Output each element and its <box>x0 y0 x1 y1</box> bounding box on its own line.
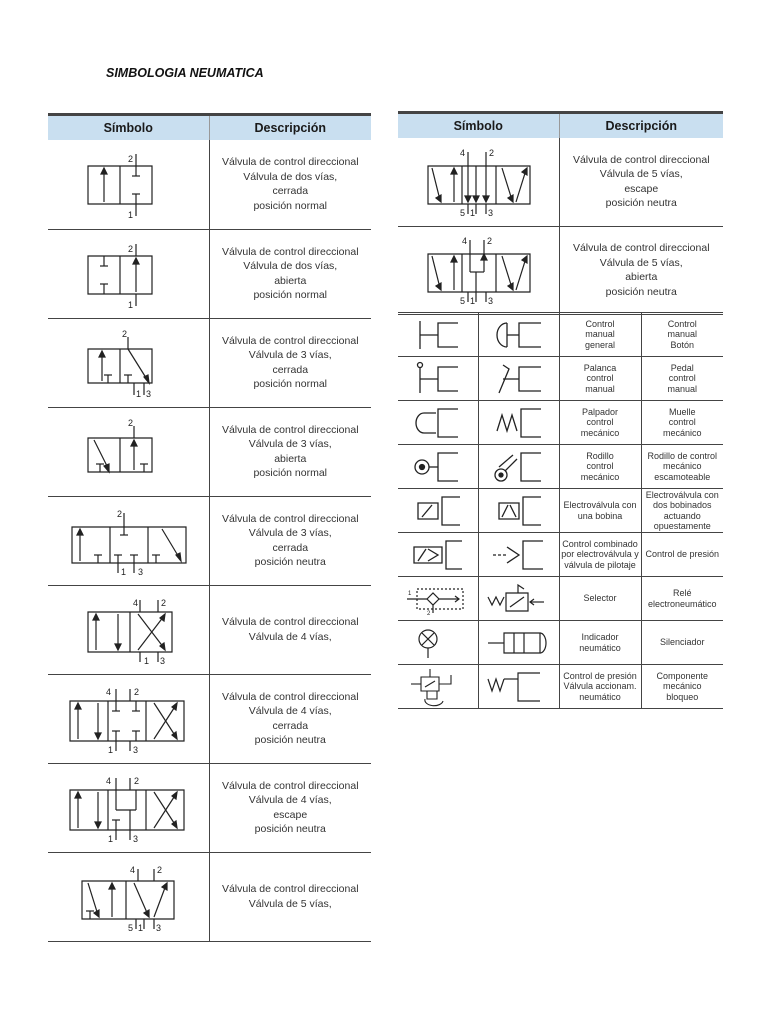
valve-3-2-open-icon <box>68 414 188 490</box>
description-line: posición normal <box>253 378 328 390</box>
symbol-label: Palpador <box>581 406 619 417</box>
svg-text:4: 4 <box>106 775 112 786</box>
description-line: posición normal <box>253 467 328 479</box>
symbol-label: Botón <box>670 339 695 350</box>
description-column-header: Descripción <box>559 113 723 139</box>
description-line: posición neutra <box>254 556 326 568</box>
svg-text:2: 2 <box>128 243 134 254</box>
description-line: Válvula de control direccional <box>221 690 359 703</box>
svg-text:2: 2 <box>128 154 134 165</box>
symbol-column-header: Símbolo <box>48 115 209 141</box>
spring-icon <box>489 405 549 441</box>
valve-5-3-exhaust-icon <box>418 144 538 220</box>
svg-text:5: 5 <box>460 296 466 306</box>
selector-icon <box>403 581 473 617</box>
symbol-label: Indicador <box>581 632 619 642</box>
svg-text:2: 2 <box>426 610 431 617</box>
description-line: Válvula de 3 vías, <box>248 349 332 361</box>
symbol-label: escamoteable <box>654 471 711 482</box>
valve-4-3-closed-icon <box>58 681 198 757</box>
table-row <box>398 226 723 314</box>
table-row <box>398 138 723 226</box>
push-button-icon <box>489 317 549 353</box>
description-line: Válvula de control direccional <box>221 156 359 169</box>
svg-text:3: 3 <box>133 744 139 755</box>
solenoid-pilot-icon <box>408 537 468 573</box>
electropneumatic-relay-icon <box>484 581 554 617</box>
svg-text:2: 2 <box>161 597 167 608</box>
description-line: Válvula de 3 vías, <box>248 527 332 539</box>
symbol-column-header: Símbolo <box>398 113 559 139</box>
pressure-control-icon <box>489 537 549 573</box>
table-row <box>48 229 371 318</box>
svg-text:2: 2 <box>134 775 140 786</box>
description-line: cerrada <box>272 541 309 554</box>
svg-text:4: 4 <box>462 236 468 246</box>
svg-text:5: 5 <box>128 922 134 933</box>
symbol-label: Palanca <box>583 362 617 373</box>
symbol-label: neumático <box>579 642 621 653</box>
symbol-label: Rodillo de control <box>647 450 718 461</box>
symbol-label: dos bobinados <box>652 500 712 510</box>
description-line: Válvula de control direccional <box>221 423 359 436</box>
symbol-label: Válvula accionam. <box>563 681 637 692</box>
description-line: Válvula de 4 vías, <box>248 705 332 717</box>
valve-4-2-icon <box>68 592 188 668</box>
symbol-label: Electroválvula con <box>645 489 719 500</box>
table-row <box>398 313 723 357</box>
description-line: Válvula de control direccional <box>572 153 710 166</box>
svg-text:4: 4 <box>106 686 112 697</box>
table-row <box>48 852 371 941</box>
svg-text:1: 1 <box>121 566 127 577</box>
description-line: Válvula de dos vías, <box>243 170 338 183</box>
symbol-label: general <box>584 339 616 350</box>
svg-text:5: 5 <box>460 207 466 218</box>
symbol-label: por electroválvula y <box>561 549 639 560</box>
symbol-label: mecánico <box>662 461 702 472</box>
valve-3-2-closed-icon <box>68 325 188 401</box>
description-line: posición neutra <box>254 734 326 746</box>
svg-text:1: 1 <box>138 922 144 933</box>
description-line: Válvula de control direccional <box>221 512 359 525</box>
svg-text:1: 1 <box>128 299 134 310</box>
description-line: Válvula de 5 vías, <box>599 256 683 269</box>
svg-text:3: 3 <box>138 566 144 577</box>
valve-2-2-closed-icon <box>68 146 188 222</box>
svg-text:2: 2 <box>128 417 134 428</box>
symbol-label: válvula de pilotaje <box>564 559 636 570</box>
svg-text:1: 1 <box>108 744 114 755</box>
retractable-roller-icon <box>489 449 549 485</box>
symbol-label: Relé <box>672 588 692 598</box>
svg-text:3: 3 <box>488 296 494 306</box>
roller-icon <box>408 449 468 485</box>
actuator-symbol-grid <box>398 312 723 709</box>
description-column-header: Descripción <box>209 115 371 141</box>
symbol-label: Control de presión <box>563 670 637 681</box>
document-title: SIMBOLOGIA NEUMATICA <box>106 66 264 80</box>
symbol-label: manual <box>667 383 698 394</box>
symbol-label: Rodillo <box>586 450 614 461</box>
description-line: Válvula de control direccional <box>572 242 710 254</box>
symbol-label: control <box>668 373 696 384</box>
valve-2-2-open-icon <box>68 236 188 312</box>
symbol-label: control <box>586 417 614 428</box>
svg-text:3: 3 <box>156 922 162 933</box>
svg-text:3: 3 <box>133 833 139 844</box>
table-row <box>48 140 371 229</box>
description-line: Válvula de 4 vías, <box>248 630 332 643</box>
svg-text:1: 1 <box>470 207 476 218</box>
mechanical-lock-icon <box>484 669 554 705</box>
symbol-label: manual <box>585 383 615 394</box>
description-line: Válvula de control direccional <box>221 883 359 895</box>
table-row <box>48 496 371 585</box>
symbol-label: Control <box>667 318 697 329</box>
svg-text:2: 2 <box>487 236 493 246</box>
description-line: cerrada <box>272 185 309 198</box>
lever-icon <box>408 361 468 397</box>
description-line: escape <box>624 182 659 195</box>
symbol-label: una bobina <box>577 510 623 521</box>
silencer-icon <box>484 625 554 661</box>
symbol-label: Electroválvula con <box>563 500 637 510</box>
table-row <box>398 357 723 401</box>
description-line: abierta <box>625 271 658 283</box>
description-line: posición neutra <box>605 285 677 298</box>
description-line: cerrada <box>272 719 309 732</box>
symbol-label: actuando opuestamente <box>653 510 711 531</box>
table-row <box>48 763 371 852</box>
description-line: posición neutra <box>254 823 326 835</box>
table-row <box>48 318 371 407</box>
table-row <box>48 407 371 496</box>
valve-4-3-exhaust-icon <box>58 770 198 846</box>
left-symbol-table <box>48 113 371 942</box>
symbol-label: mecánico <box>662 681 702 692</box>
svg-text:2: 2 <box>117 508 123 519</box>
description-line: posición normal <box>253 289 328 301</box>
table-row <box>398 489 723 533</box>
table-row <box>398 665 723 709</box>
symbol-label: manual <box>667 329 698 340</box>
valve-3-3-neutral-icon <box>58 503 198 579</box>
table-row <box>398 445 723 489</box>
description-line: cerrada <box>272 363 309 376</box>
table-row <box>48 674 371 763</box>
description-line: Válvula de control direccional <box>221 779 359 792</box>
svg-text:4: 4 <box>130 864 136 875</box>
symbol-label: mecánico <box>580 427 620 438</box>
description-line: abierta <box>274 274 307 287</box>
description-line: Válvula de control direccional <box>221 245 359 258</box>
double-solenoid-icon <box>489 493 549 529</box>
svg-text:4: 4 <box>460 147 466 158</box>
symbol-label: bloqueo <box>666 691 699 702</box>
table-row <box>398 621 723 665</box>
symbol-label: Control de presión <box>645 549 720 560</box>
right-symbol-table <box>398 111 723 315</box>
symbol-label: control <box>586 461 614 472</box>
svg-text:3: 3 <box>146 388 152 399</box>
svg-text:1: 1 <box>128 210 134 221</box>
description-line: Válvula de dos vías, <box>243 260 338 272</box>
svg-text:2: 2 <box>134 686 140 697</box>
table-row <box>398 577 723 621</box>
svg-text:1: 1 <box>144 655 150 666</box>
symbol-label: mecánico <box>580 471 620 482</box>
svg-text:1: 1 <box>136 388 142 399</box>
symbol-label: Componente <box>656 670 709 681</box>
symbol-label: neumático <box>579 691 621 702</box>
table-row <box>398 533 723 577</box>
pedal-icon <box>489 361 549 397</box>
svg-text:2: 2 <box>489 147 495 158</box>
svg-text:1: 1 <box>108 833 114 844</box>
description-line: posición normal <box>253 199 328 212</box>
description-line: escape <box>273 808 308 821</box>
svg-text:4: 4 <box>133 597 139 608</box>
table-row <box>48 585 371 674</box>
valve-5-3-open-icon <box>418 232 538 308</box>
symbol-label: mecánico <box>662 427 702 438</box>
description-line: Válvula de 5 vías, <box>599 168 683 181</box>
pneumatic-indicator-icon <box>408 625 468 661</box>
svg-text:3: 3 <box>160 655 166 666</box>
description-line: Válvula de control direccional <box>221 616 359 628</box>
svg-text:3: 3 <box>488 207 494 218</box>
svg-text:1: 1 <box>470 296 476 306</box>
valve-5-2-icon <box>68 859 188 935</box>
symbol-label: control <box>668 417 696 428</box>
solenoid-icon <box>408 493 468 529</box>
svg-text:1: 1 <box>407 590 412 597</box>
symbol-label: Pedal <box>670 362 694 373</box>
symbol-label: Control combinado <box>562 538 638 549</box>
symbol-label: manual <box>585 329 615 340</box>
pressure-control-valve-icon <box>403 667 473 707</box>
description-line: abierta <box>274 452 307 465</box>
description-line: Válvula de 3 vías, <box>248 438 332 450</box>
symbol-label: Muelle <box>668 406 696 417</box>
plunger-icon <box>408 405 468 441</box>
symbol-label: Silenciador <box>659 637 705 648</box>
symbol-label: Control <box>585 318 615 329</box>
description-line: posición neutra <box>605 197 677 210</box>
description-line: Válvula de control direccional <box>221 334 359 347</box>
symbol-label: electroneumático <box>647 598 717 609</box>
svg-text:2: 2 <box>157 864 163 875</box>
manual-control-general-icon <box>408 317 468 353</box>
table-row <box>398 401 723 445</box>
description-line: Válvula de 4 vías, <box>248 794 332 806</box>
symbol-label: control <box>586 373 614 384</box>
symbol-label: Selector <box>583 593 617 604</box>
svg-text:2: 2 <box>122 328 128 339</box>
description-line: Válvula de 5 vías, <box>248 897 332 910</box>
